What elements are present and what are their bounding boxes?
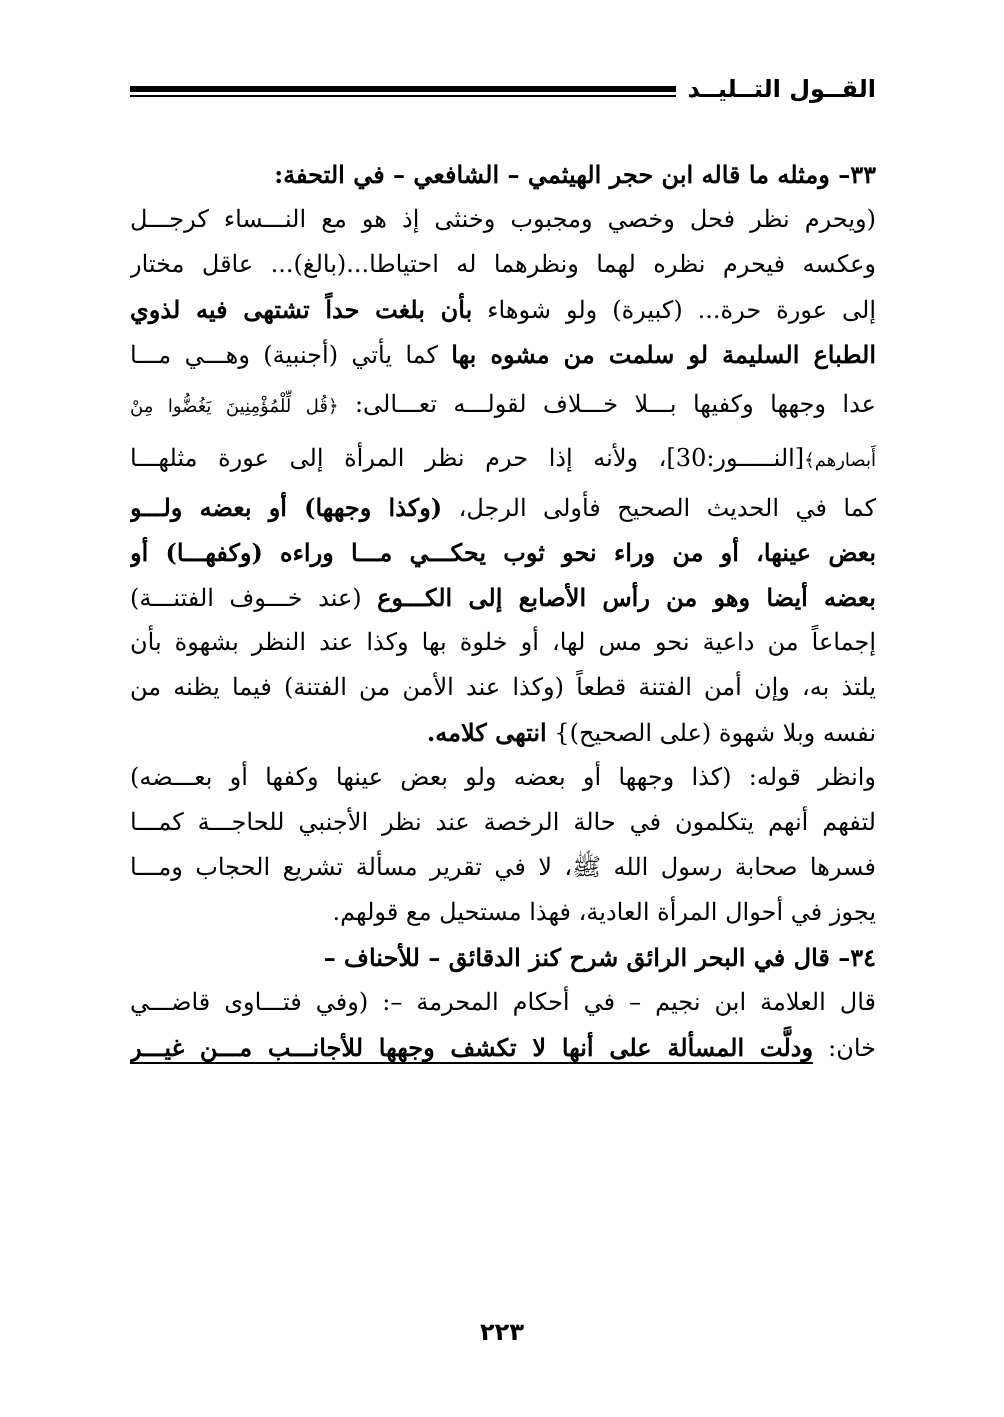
quran-verse: ﴿قُل لِّلْمُؤْمِنِينَ يَغُضُّوا مِنْ — [130, 396, 339, 417]
text-line — [130, 575, 876, 620]
text-line — [130, 665, 876, 710]
text-line — [130, 485, 876, 530]
text-segment: انتهى كلامه. — [426, 718, 547, 747]
text-segment: (عند خـــوف الفتنـــة) — [130, 584, 378, 612]
text-segment: كما في الحديث الصحيح فأولى الرجل، — [442, 494, 876, 522]
header-double-rule — [130, 86, 676, 99]
text-segment: إلى عورة حرة... (كبيرة) ولو شوهاء — [472, 296, 876, 324]
text-segment: كما يأتي (أجنبية) وهـــي مـــا — [130, 341, 452, 369]
text-segment: قال العلامة ابن نجيم – في أحكام المحرمة –: (وفي فتـــاوى قاضـــي — [130, 988, 876, 1016]
text-segment: ودلَّت المسألة على أنها لا تكشف وجهها للأجانـــب مـــن غيـــر — [130, 1033, 814, 1062]
text-segment: بأن بلغت حداً تشتهى فيه لذوي — [130, 295, 473, 324]
text-line — [130, 845, 876, 890]
text-line — [130, 431, 876, 485]
text-segment: ٣٤– قال في البحر الرائق شرح كنز الدقائق – للأحناف – — [323, 943, 876, 972]
text-line — [130, 890, 876, 935]
running-header — [130, 72, 876, 112]
text-line — [130, 935, 876, 980]
text-segment: وانظر قوله: (كذا وجهها أو بعضه ولو بعض عينها وكفها أو بعـــضه) — [130, 763, 876, 791]
text-segment: ٣٣– ومثله ما قاله ابن حجر الهيثمي – الشافعي – في التحفة: — [274, 160, 876, 189]
text-segment: يجوز في أحوال المرأة العادية، فهذا مستحيل مع قولهم. — [332, 898, 876, 926]
text-segment: (وكذا وجهها) أو بعضه ولـــو — [130, 493, 443, 522]
text-line — [130, 1025, 876, 1070]
text-line — [130, 332, 876, 377]
text-segment: بعض عينها، أو من وراء نحو ثوب يحكـــي مـــا وراءه (وكفهـــا) أو — [130, 538, 876, 567]
text-line — [130, 377, 876, 431]
text-segment: [النـــــور:30]، ولأنه إذا حرم نظر المرأة إلى عورة مثلهـــا — [130, 444, 805, 472]
text-line — [130, 710, 876, 755]
text-line — [130, 197, 876, 242]
running-header-title: القــول التــليــد — [687, 75, 876, 103]
text-line — [130, 800, 876, 845]
text-segment: خان: — [813, 1034, 876, 1062]
text-segment: إجماعاً من داعية نحو مس لها، أو خلوة بها وكذا عند النظر بشهوة بأن — [130, 628, 876, 656]
text-line — [130, 152, 876, 197]
text-segment: وعكسه فيحرم نظره لهما ونظرهما له احتياطا...(بالغ)... عاقل مختار — [130, 250, 876, 278]
text-line — [130, 287, 876, 332]
text-segment: الطباع السليمة لو سلمت من مشوه بها — [451, 340, 876, 369]
text-segment: (ويحرم نظر فحل وخصي ومجبوب وخنثى إذ هو مع النـــساء كرجـــل — [130, 205, 876, 233]
text-line — [130, 530, 876, 575]
text-segment: لتفهم أنهم يتكلمون في حالة الرخصة عند نظر الأجنبي للحاجـــة كمـــا — [130, 808, 876, 836]
page-body-text — [130, 152, 876, 1070]
text-line — [130, 620, 876, 665]
text-segment: نفسه وبلا شهوة (على الصحيح)} — [546, 719, 876, 747]
text-line — [130, 242, 876, 287]
text-segment: بعضه أيضا وهو من رأس الأصابع إلى الكـــوع — [377, 583, 876, 612]
text-segment: يلتذ به، وإن أمن الفتنة قطعاً (وكذا عند الأمن من الفتنة) فيما يظنه من — [130, 673, 876, 701]
quran-verse: أَبصارهم﴾ — [804, 450, 876, 471]
text-line — [130, 980, 876, 1025]
text-segment: عدا وجهها وكفيها بـــلا خـــلاف لقولـــه تعـــالى: — [338, 390, 876, 418]
text-line — [130, 755, 876, 800]
text-segment: فسرها صحابة رسول الله ﷺ، لا في تقرير مسألة تشريع الحجاب ومـــا — [130, 853, 876, 881]
header-rule-thick — [130, 86, 676, 92]
header-rule-thin — [130, 95, 676, 97]
page-number: ٢٢٣ — [480, 1318, 524, 1346]
